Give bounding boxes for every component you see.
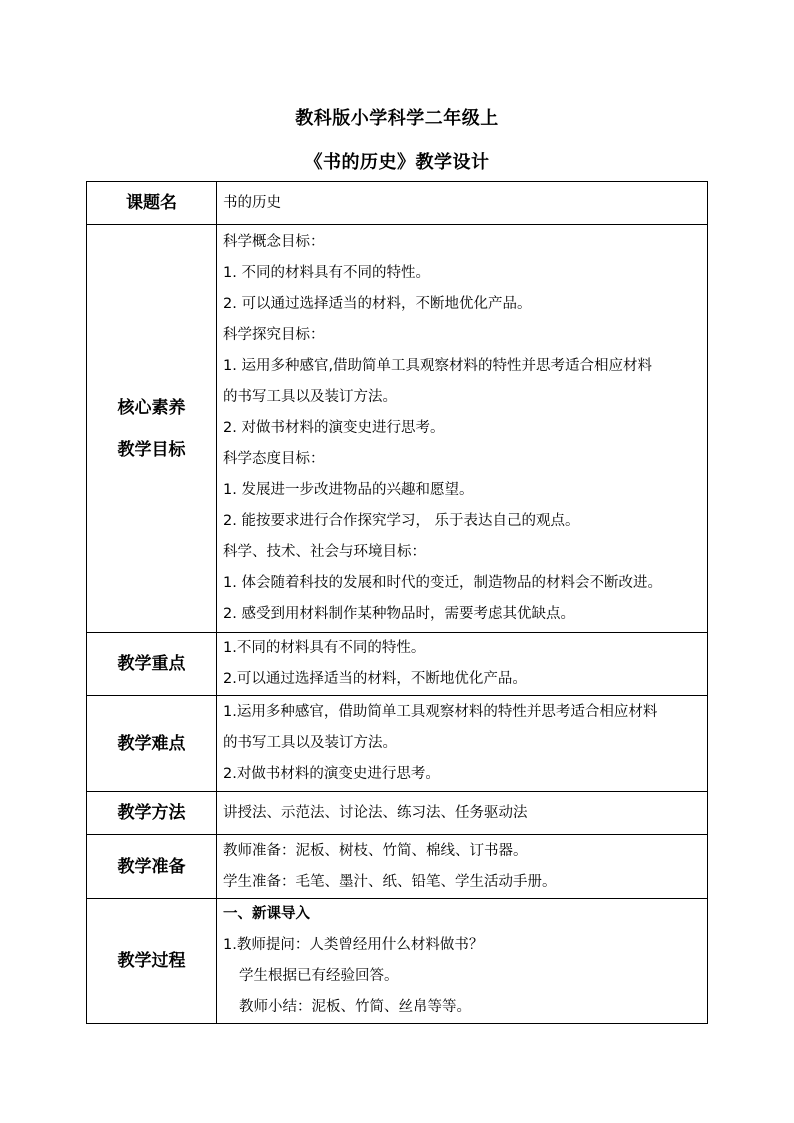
label-key-points: 教学重点 [87, 633, 217, 696]
label-goals-line2: 教学目标 [117, 439, 186, 460]
methods-text: 讲授法、示范法、讨论法、练习法、任务驱动法 [223, 804, 528, 821]
label-process: 教学过程 [87, 899, 217, 1024]
process-heading: 一、新课导入 [223, 906, 310, 922]
row-topic [87, 182, 708, 225]
difficulty-line: 2.对做书材料的演变史进行思考。 [223, 766, 440, 782]
value-topic [217, 182, 708, 225]
row-goals [87, 225, 708, 633]
label-methods: 教学方法 [87, 792, 217, 835]
goal-line: 2. 能按要求进行合作探究学习， 乐于表达自己的观点。 [223, 513, 580, 529]
label-topic: 课题名 [87, 182, 217, 225]
label-difficulties: 教学难点 [87, 696, 217, 792]
key-point-line: 1.不同的材料具有不同的特性。 [223, 640, 426, 656]
goal-line: 2. 对做书材料的演变史进行思考。 [223, 420, 445, 436]
preparation-line: 教师准备：泥板、树枝、竹简、棉线、订书器。 [223, 842, 528, 859]
document-subtitle: 《书的历史》教学设计 [304, 152, 490, 173]
row-methods [87, 792, 708, 835]
process-line: 1.教师提问：人类曾经用什么材料做书？ [223, 937, 484, 953]
row-preparation [87, 835, 708, 899]
value-preparation [217, 835, 708, 899]
goal-line: 1. 体会随着科技的发展和时代的变迁，制造物品的材料会不断改进。 [223, 575, 662, 591]
goal-line: 1. 不同的材料具有不同的特性。 [223, 265, 430, 281]
topic-text: 书的历史 [223, 194, 281, 211]
row-process [87, 899, 708, 1024]
value-methods [217, 792, 708, 835]
value-goals [217, 225, 708, 633]
key-point-line: 2.可以通过选择适当的材料，不断地优化产品。 [223, 671, 527, 687]
goal-line: 科学概念目标： [223, 234, 325, 250]
document-title: 教科版小学科学二年级上 [295, 108, 499, 129]
row-difficulties [87, 696, 708, 792]
label-goals [87, 225, 217, 633]
process-line: 学生根据已有经验回答。 [239, 968, 399, 984]
goal-line: 的书写工具以及装订方法。 [223, 389, 397, 405]
difficulty-line: 1.运用多种感官，借助简单工具观察材料的特性并思考适合相应材料 [223, 704, 658, 720]
row-key-points [87, 633, 708, 696]
goal-line: 1. 运用多种感官,借助简单工具观察材料的特性并思考适合相应材料 [223, 358, 653, 374]
label-preparation: 教学准备 [87, 835, 217, 899]
value-difficulties [217, 696, 708, 792]
lesson-plan-table [86, 181, 708, 1024]
label-goals-line1: 核心素养 [117, 397, 186, 418]
difficulty-line: 的书写工具以及装订方法。 [223, 735, 397, 751]
value-key-points [217, 633, 708, 696]
goal-line: 1. 发展进一步改进物品的兴趣和愿望。 [223, 482, 474, 498]
value-process [217, 899, 708, 1024]
goal-line: 科学态度目标： [223, 451, 325, 467]
goal-line: 科学探究目标： [223, 327, 325, 343]
process-line: 教师小结：泥板、竹简、丝帛等等。 [239, 999, 471, 1015]
goal-line: 2. 可以通过选择适当的材料，不断地优化产品。 [223, 296, 532, 312]
goal-line: 2. 感受到用材料制作某种物品时，需要考虑其优缺点。 [223, 606, 575, 622]
goal-line: 科学、技术、社会与环境目标： [223, 544, 426, 560]
preparation-line: 学生准备：毛笔、墨汁、纸、铅笔、学生活动手册。 [223, 873, 557, 890]
